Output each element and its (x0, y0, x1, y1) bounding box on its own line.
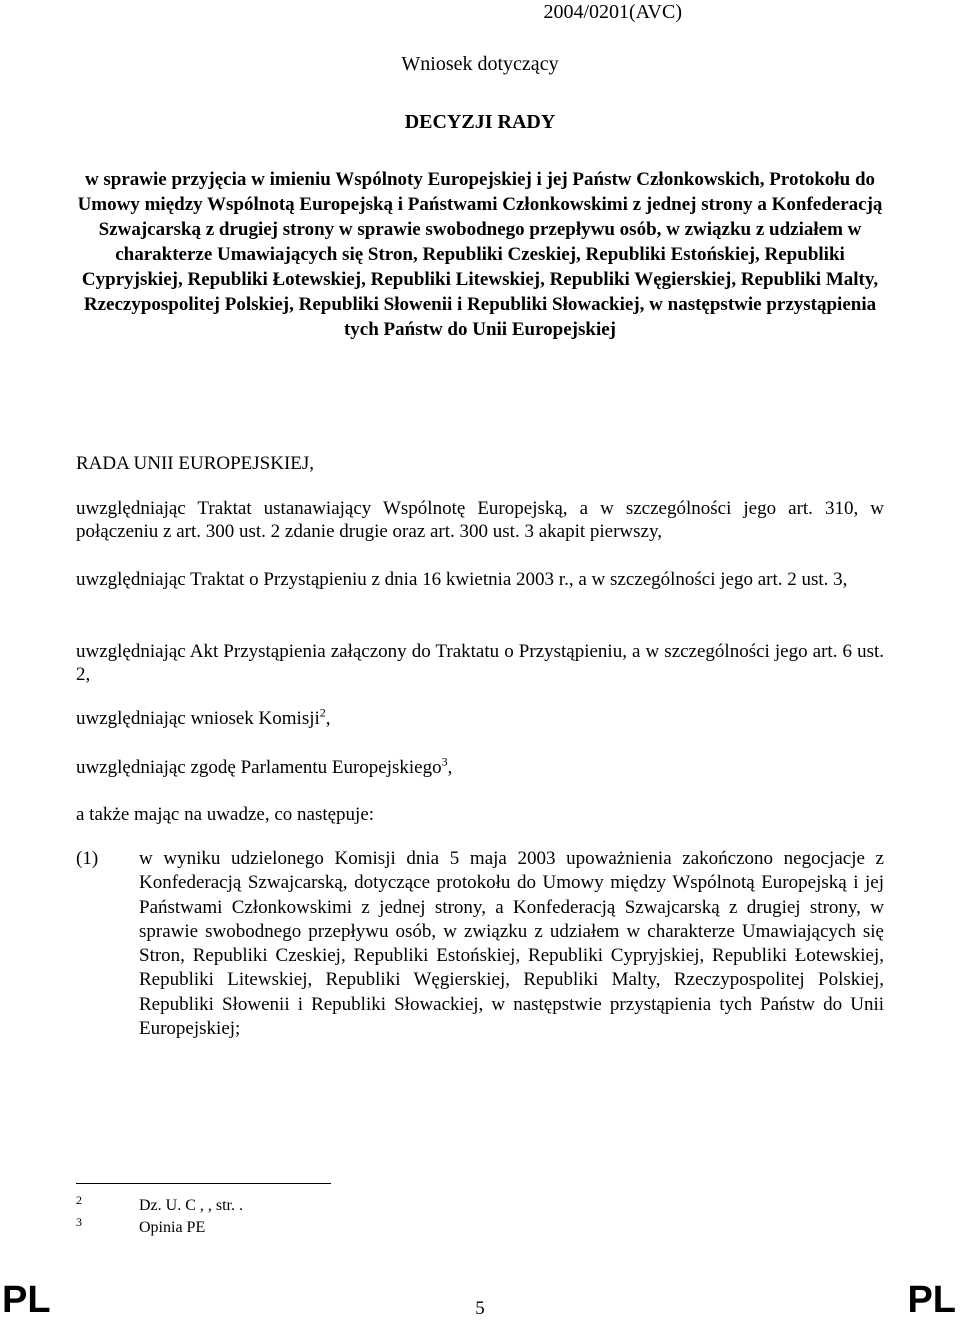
footer-language-left: PL (2, 1279, 51, 1321)
decision-subject: w sprawie przyjęcia w imieniu Wspólnoty Europejskiej i jej Państw Członkowskich, Protokołu do Umowy między Wspólnotą Europejską i Państwami Członkowskimi z jednej strony a Konfederacją Szwajcarską z drugiej strony w sprawie swobodnego przepływu osób, w związku z udziałem w charakterze Umawiających się Stron, Republiki Czeskiej, Republiki Estońskiej, Republiki Cypryjskiej, Republiki Łotewskiej, Republiki Litewskiej, Republiki Węgierskiej, Republiki Malty, Rzeczypospolitej Polskiej, Republiki Słowenii i Republiki Słowackiej, w następstwie przystąpienia tych Państw do Unii Europejskiej (77, 169, 883, 340)
footnote-separator (76, 1183, 331, 1184)
recital-text: w wyniku udzielonego Komisji dnia 5 maja 2003 upoważnienia zakończono negocjacje z Konfederacją Szwajcarską, dotyczące protokołu do Umowy między Wspólnotą Europejską i jej Państwami Członkowskimi z jednej strony, a Konfederacją Szwajcarską z drugiej strony, w sprawie swobodnego przepływu osób, w związku z udziałem w charakterze Umawiających się Stron, Republiki Czeskiej, Republiki Estońskiej, Republiki Cypryjskiej, Republiki Łotewskiej, Republiki Litewskiej, Republiki Węgierskiej, Republiki Malty, Rzeczypospolitej Polskiej, Republiki Słowenii i Republiki Słowackiej, w następstwie przystąpienia tych Państw do Unii Europejskiej; (139, 848, 884, 1040)
title-intro: Wniosek dotyczący (401, 53, 559, 75)
punctuation: , (447, 757, 453, 778)
citation-commission-text: uwzględniając wniosek Komisji (76, 708, 320, 729)
recital-number: (1) (76, 848, 99, 869)
footnote-text: Opinia PE (139, 1219, 206, 1236)
citation-ec-treaty: uwzględniając Traktat ustanawiający Wspólnotę Europejską, a w szczególności jego art. 310, w połączeniu z art. 300 ust. 2 zdanie drugie oraz art. 300 ust. 3 akapit pierwszy, (76, 498, 884, 542)
council-heading: RADA UNII EUROPEJSKIEJ, (76, 453, 315, 474)
citation-accession-treaty: uwzględniając Traktat o Przystąpieniu z dnia 16 kwietnia 2003 r., a w szczególności jego art. 2 ust. 3, (76, 569, 848, 590)
citation-parliament-assent (76, 756, 884, 779)
footnote-number: 3 (76, 1215, 82, 1229)
footnote-ref-2[interactable]: 2 (319, 705, 326, 720)
whereas-intro: a także mając na uwadze, co następuje: (76, 804, 375, 825)
citation-parliament-text: uwzględniając zgodę Parlamentu Europejskiego (76, 757, 442, 778)
footnotes (76, 1193, 676, 1240)
footnote-item (76, 1193, 676, 1218)
footer-language-right: PL (907, 1279, 956, 1321)
footnote-text: Dz. U. C , , str. . (139, 1197, 243, 1214)
footnote-item (76, 1215, 676, 1240)
document-reference: 2004/0201(AVC) (543, 1, 682, 23)
recital-1 (76, 847, 884, 1041)
citation-accession-act: uwzględniając Akt Przystąpienia załączony do Traktatu o Przystąpieniu, a w szczególności jego art. 6 ust. 2, (76, 641, 884, 685)
punctuation: , (325, 708, 331, 729)
footnote-number: 2 (76, 1193, 82, 1207)
decision-title: DECYZJI RADY (404, 111, 556, 133)
page-number: 5 (475, 1298, 485, 1319)
footnote-ref-3[interactable]: 3 (441, 754, 448, 769)
citation-commission-proposal (76, 707, 884, 730)
